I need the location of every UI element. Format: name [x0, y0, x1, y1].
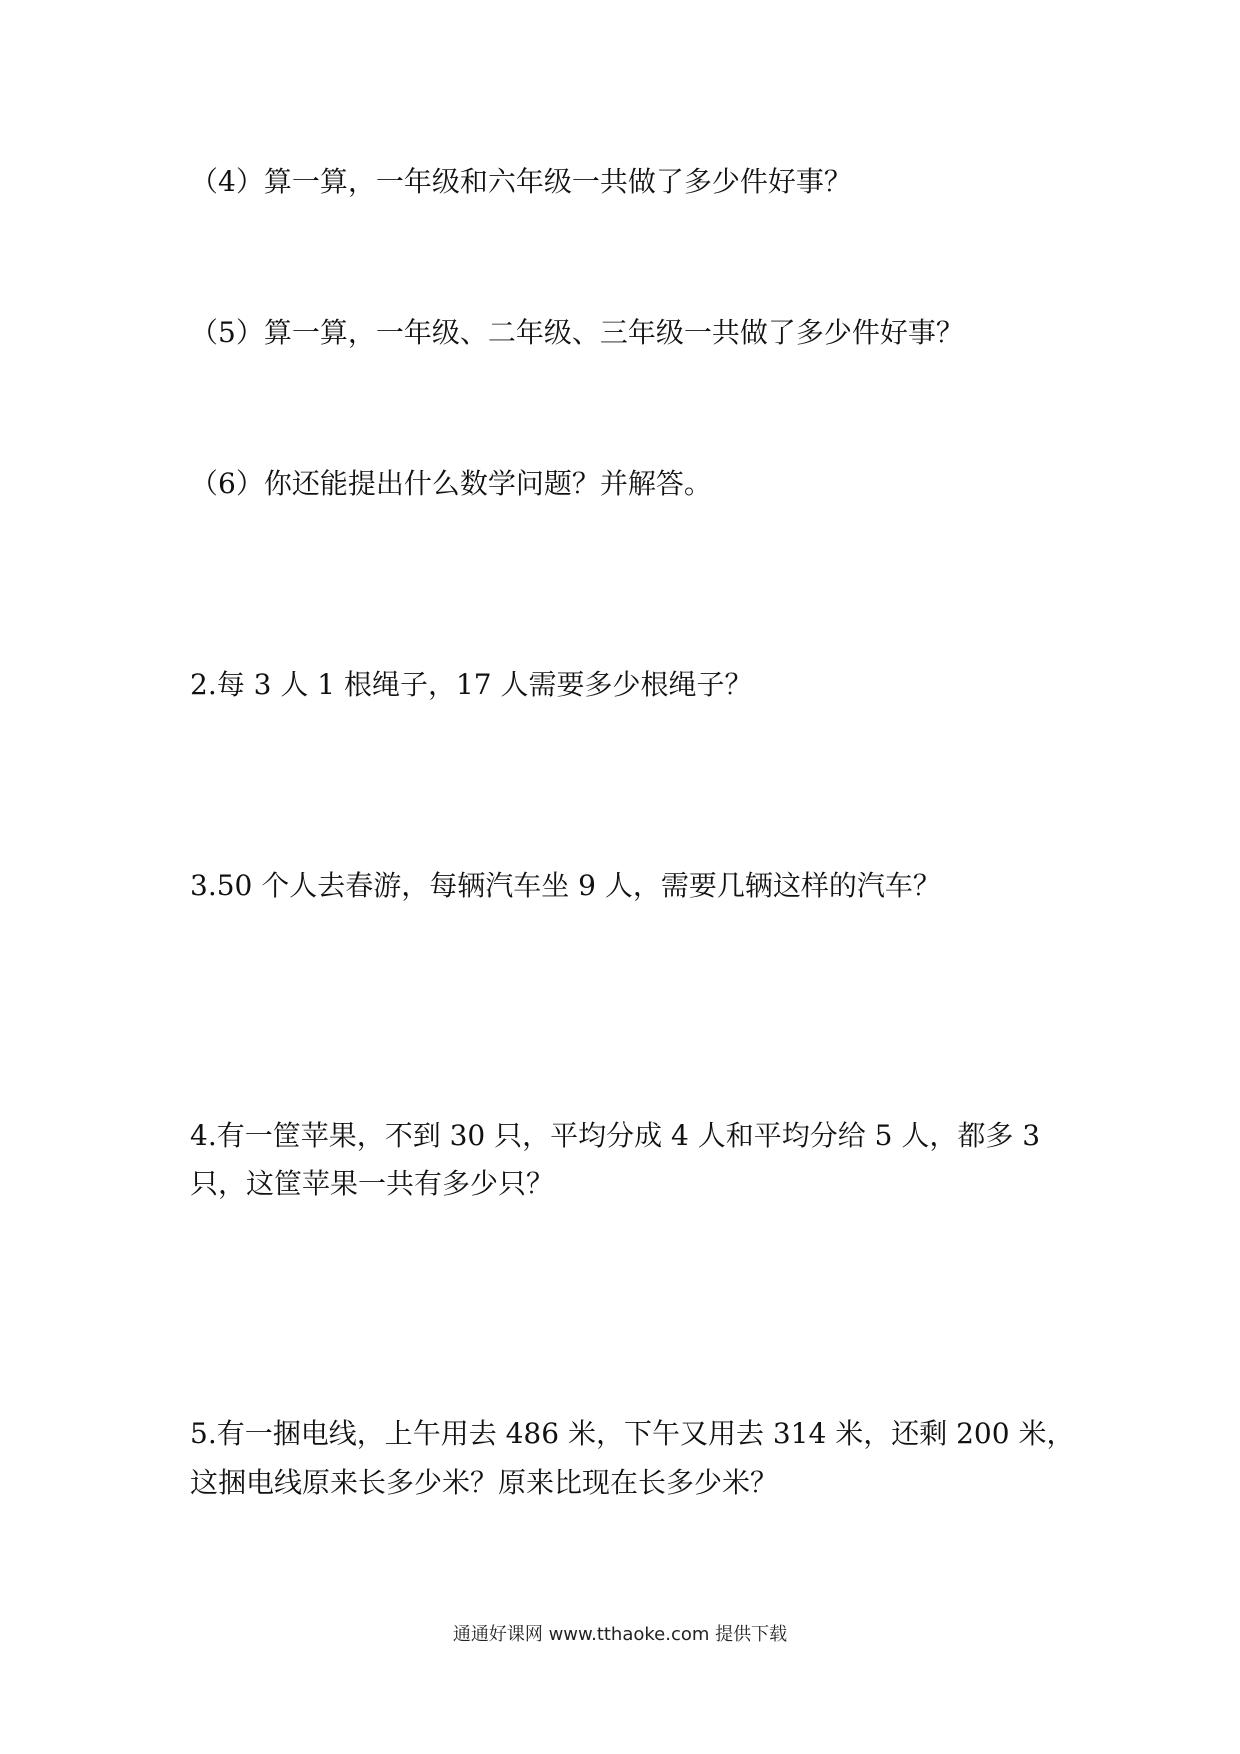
question-1-5: （5）算一算，一年级、二年级、三年级一共做了多少件好事？	[190, 316, 964, 349]
question-2: 2.每 3 人 1 根绳子，17 人需要多少根绳子？	[190, 668, 753, 701]
question-5-line-2: 这捆电线原来长多少米？原来比现在长多少米？	[190, 1466, 779, 1499]
question-5-line-1: 5.有一捆电线，上午用去 486 米，下午又用去 314 米，还剩 200 米，	[190, 1417, 1075, 1450]
question-4-line-2: 只，这筐苹果一共有多少只？	[190, 1167, 555, 1200]
question-3: 3.50 个人去春游，每辆汽车坐 9 人，需要几辆这样的汽车？	[190, 869, 941, 902]
question-4-line-1: 4.有一筐苹果，不到 30 只，平均分成 4 人和平均分给 5 人，都多 3	[190, 1119, 1041, 1152]
page-footer: 通通好课网 www.tthaoke.com 提供下载	[452, 1624, 788, 1645]
question-1-4: （4）算一算，一年级和六年级一共做了多少件好事？	[190, 165, 852, 198]
question-1-6: （6）你还能提出什么数学问题？并解答。	[190, 467, 712, 500]
